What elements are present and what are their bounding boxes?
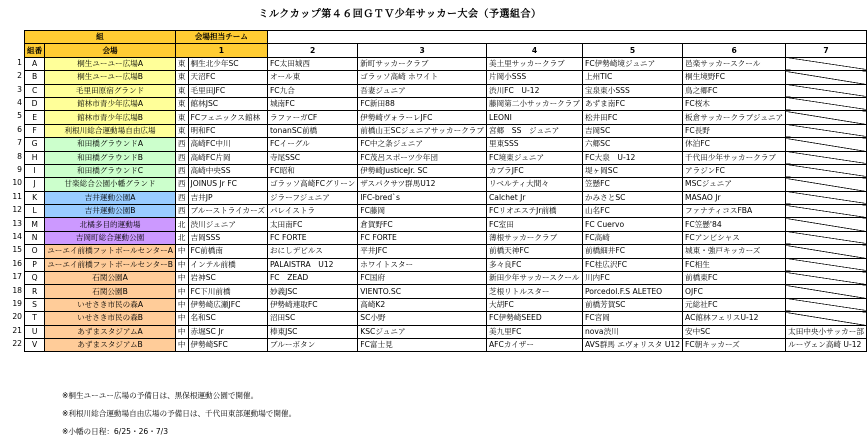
- team-cell: 伊勢崎JusticeJr. SC: [358, 164, 487, 177]
- team-cell: FC高崎: [582, 231, 682, 244]
- row-number: 2: [17, 71, 22, 81]
- row-number: 17: [12, 272, 22, 282]
- region-mark: 中: [175, 245, 188, 258]
- venue-name: ユーエイ前橋フットボールセンターB: [45, 258, 176, 271]
- table-row: [25, 191, 867, 204]
- row-number: 20: [12, 312, 22, 322]
- region-mark: 中: [175, 325, 188, 338]
- team-cell: 美土里サッカークラブ: [486, 57, 582, 70]
- host-team: 伊勢崎SFC: [188, 338, 267, 351]
- host-team: 桐生北少年SC: [188, 57, 267, 70]
- team-cell: 城南FC: [267, 97, 357, 110]
- venue-name: あずまスタジアムA: [45, 325, 176, 338]
- row-number: 14: [12, 232, 22, 241]
- venue-name: 和田橋グラウンドC: [45, 164, 176, 177]
- team-cell: MASAO Jr: [683, 191, 786, 204]
- venue-name: 館林市青少年広場A: [45, 97, 176, 110]
- venue-name: 桐生ユーユー広場A: [45, 57, 176, 70]
- table-row: [25, 298, 867, 311]
- region-mark: 中: [175, 338, 188, 351]
- host-team: 天沼FC: [188, 71, 267, 84]
- group-table: [24, 30, 867, 352]
- table-row: [25, 325, 867, 338]
- team-cell: 寺尾SSC: [267, 151, 357, 164]
- host-team: 館林JSC: [188, 97, 267, 110]
- team-cell: 伊勢崎連取FC: [267, 298, 357, 311]
- page-title: ミルクカップ第４６回ＧＴＶ少年サッカー大会（予選組合）: [258, 9, 542, 20]
- host-team: 吉井JP: [188, 191, 267, 204]
- group-id: K: [25, 191, 45, 204]
- team-cell: FC Cuervo: [582, 218, 682, 231]
- header-col-5: 5: [582, 44, 682, 57]
- host-team: 伊勢崎広瀬JFC: [188, 298, 267, 311]
- team-cell: かみさとSC: [582, 191, 682, 204]
- team-cell: FC宮岡: [582, 312, 682, 325]
- team-cell: [786, 71, 867, 84]
- team-cell: ゴラッソ高崎 ホワイト: [358, 71, 487, 84]
- table-row: [25, 97, 867, 110]
- team-cell: [786, 245, 867, 258]
- region-mark: 東: [175, 57, 188, 70]
- venue-name: 吉井運動公園A: [45, 191, 176, 204]
- team-cell: [786, 124, 867, 137]
- team-cell: 前橋細井FC: [582, 245, 682, 258]
- group-id: F: [25, 124, 45, 137]
- host-team: 岩神SC: [188, 272, 267, 285]
- table-row: [25, 245, 867, 258]
- table-row: [25, 124, 867, 137]
- team-cell: FC昭和: [267, 164, 357, 177]
- row-number: 1: [17, 57, 22, 67]
- team-cell: ルーヴェン高崎 U-12: [786, 338, 867, 351]
- team-cell: 片岡小SSS: [486, 71, 582, 84]
- team-cell: FC大泉 U-12: [582, 151, 682, 164]
- row-number: 22: [12, 339, 22, 349]
- host-team: インテル前橋: [188, 258, 267, 271]
- group-id: V: [25, 338, 45, 351]
- host-team: 高崎中央SS: [188, 164, 267, 177]
- team-cell: 川内FC: [582, 272, 682, 285]
- team-cell: 上州TIC: [582, 71, 682, 84]
- host-team: 赤堀SC Jr: [188, 325, 267, 338]
- region-mark: 東: [175, 71, 188, 84]
- header-host-team: 会場担当チーム: [175, 31, 267, 44]
- venue-name: 北橘多目的運動場: [45, 218, 176, 231]
- team-cell: 休泊FC: [683, 138, 786, 151]
- row-number: 11: [12, 191, 22, 201]
- row-number: 16: [12, 258, 22, 268]
- group-id: T: [25, 312, 45, 325]
- group-id: J: [25, 178, 45, 191]
- row-number: 13: [12, 218, 22, 228]
- team-cell: ラファーガCF: [267, 111, 357, 124]
- region-mark: 中: [175, 258, 188, 271]
- team-cell: 芝根リトルスター: [486, 285, 582, 298]
- team-cell: MSCジュニア: [683, 178, 786, 191]
- team-cell: 前橋天神FC: [486, 245, 582, 258]
- table-row: [25, 178, 867, 191]
- team-cell: 城東・強戸キッカーズ: [683, 245, 786, 258]
- team-cell: 薄根サッカークラブ: [486, 231, 582, 244]
- venue-name: 甘楽総合公園小幡グランド: [45, 178, 176, 191]
- table-row: [25, 111, 867, 124]
- venue-name: 吉岡町総合運動公園: [45, 231, 176, 244]
- row-number: 15: [12, 245, 22, 255]
- team-cell: 邑楽サッカースクール: [683, 57, 786, 70]
- host-team: 吉岡SSS: [188, 231, 267, 244]
- team-cell: 多々良FC: [486, 258, 582, 271]
- table-row: [25, 272, 867, 285]
- team-cell: カブラJFC: [486, 164, 582, 177]
- team-cell: ファナティコスFBA: [683, 205, 786, 218]
- team-cell: 新町サッカークラブ: [358, 57, 487, 70]
- team-cell: 倉賀野FC: [358, 218, 487, 231]
- team-cell: Porcedol.F.S ALETEO: [582, 285, 682, 298]
- header-col-1: 1: [175, 44, 267, 57]
- note-3: ※小幡の日程：6/25・26・7/3: [62, 427, 169, 436]
- team-cell: [786, 164, 867, 177]
- row-number: 18: [12, 285, 22, 295]
- team-cell: FCアンビシャス: [683, 231, 786, 244]
- group-id: S: [25, 298, 45, 311]
- header-group-number: 組番: [25, 44, 45, 57]
- header-col-4: 4: [486, 44, 582, 57]
- team-cell: FC新田88: [358, 97, 487, 110]
- team-cell: AFCカイザー: [486, 338, 582, 351]
- table-row: [25, 231, 867, 244]
- team-cell: [786, 138, 867, 151]
- host-team: JOINUS Jr FC: [188, 178, 267, 191]
- team-cell: 宮郷 SS ジュニア: [486, 124, 582, 137]
- team-cell: FC九合: [267, 84, 357, 97]
- host-team: 名和SC: [188, 312, 267, 325]
- team-cell: FCイーグル: [267, 138, 357, 151]
- team-cell: [786, 178, 867, 191]
- team-cell: OJFC: [683, 285, 786, 298]
- team-cell: tonanSC前橋: [267, 124, 357, 137]
- venue-name: 毛里田原宿グランド: [45, 84, 176, 97]
- team-cell: 板倉サッカークラブジュニア: [683, 111, 786, 124]
- group-id: E: [25, 111, 45, 124]
- team-cell: 笠懸FC: [582, 178, 682, 191]
- team-cell: FC伊勢崎境ジュニア: [582, 57, 682, 70]
- team-cell: 山名FC: [582, 205, 682, 218]
- team-cell: 里東SSS: [486, 138, 582, 151]
- team-cell: 新田少年サッカースクール: [486, 272, 582, 285]
- table-row: [25, 71, 867, 84]
- team-cell: KSCジュニア: [358, 325, 487, 338]
- table-row: [25, 84, 867, 97]
- region-mark: 中: [175, 298, 188, 311]
- region-mark: 西: [175, 191, 188, 204]
- venue-name: 石関公園A: [45, 272, 176, 285]
- venue-name: 石関公園B: [45, 285, 176, 298]
- venue-name: 桐生ユーユー広場B: [45, 71, 176, 84]
- team-cell: AVS群馬 エヴォリスタ U12: [582, 338, 682, 351]
- team-cell: 前橋芳賀SC: [582, 298, 682, 311]
- note-2: ※利根川総合運動場自由広場の予備日は、千代田東部運動場で開催。: [62, 409, 297, 418]
- group-id: L: [25, 205, 45, 218]
- region-mark: 東: [175, 97, 188, 110]
- team-cell: ブルーボタン: [267, 338, 357, 351]
- team-cell: VIENTO.SC: [358, 285, 487, 298]
- team-cell: FC太田城西: [267, 57, 357, 70]
- team-cell: [786, 84, 867, 97]
- table-row: [25, 285, 867, 298]
- team-cell: 元総社FC: [683, 298, 786, 311]
- group-id: U: [25, 325, 45, 338]
- team-cell: 吉岡SC: [582, 124, 682, 137]
- team-cell: おにしデビルス: [267, 245, 357, 258]
- team-cell: パレイストラ: [267, 205, 357, 218]
- team-cell: SC小野: [358, 312, 487, 325]
- team-cell: IFC-bred`s: [358, 191, 487, 204]
- team-cell: FC茂呂スポーツ少年団: [358, 151, 487, 164]
- team-cell: 桐生境野FC: [683, 71, 786, 84]
- team-cell: 安中SC: [683, 325, 786, 338]
- team-cell: FC FORTE: [267, 231, 357, 244]
- team-cell: 太田南FC: [267, 218, 357, 231]
- group-id: C: [25, 84, 45, 97]
- region-mark: 中: [175, 285, 188, 298]
- group-id: H: [25, 151, 45, 164]
- team-cell: FCリオエステJr前橋: [486, 205, 582, 218]
- team-cell: ホワイトスター: [358, 258, 487, 271]
- venue-name: いせさき市民の森B: [45, 312, 176, 325]
- team-cell: 松井田FC: [582, 111, 682, 124]
- team-cell: 平井JFC: [358, 245, 487, 258]
- team-cell: 六郷SC: [582, 138, 682, 151]
- header-venue: 会場: [45, 44, 176, 57]
- team-cell: 千代田少年サッカークラブ: [683, 151, 786, 164]
- region-mark: 中: [175, 312, 188, 325]
- group-id: P: [25, 258, 45, 271]
- team-cell: 大胡FC: [486, 298, 582, 311]
- region-mark: 東: [175, 84, 188, 97]
- team-cell: [786, 57, 867, 70]
- team-cell: [786, 205, 867, 218]
- row-number: 5: [17, 111, 22, 121]
- row-number: 12: [12, 205, 22, 215]
- team-cell: 伊勢崎ヴォラーレJFC: [358, 111, 487, 124]
- venue-name: 和田橋グラウンドA: [45, 138, 176, 151]
- region-mark: 北: [175, 231, 188, 244]
- team-cell: FC富士見: [358, 338, 487, 351]
- team-cell: [786, 191, 867, 204]
- team-cell: 妙義JSC: [267, 285, 357, 298]
- table-row: [25, 312, 867, 325]
- table-body: [25, 57, 867, 352]
- team-cell: 前橋東FC: [683, 272, 786, 285]
- host-team: 高崎FC片岡: [188, 151, 267, 164]
- team-cell: [786, 298, 867, 311]
- venue-name: 和田橋グラウンドB: [45, 151, 176, 164]
- venue-name: いせさき市民の森A: [45, 298, 176, 311]
- team-cell: 太田中央小サッカー部: [786, 325, 867, 338]
- team-cell: Calchet Jr: [486, 191, 582, 204]
- table-row: [25, 258, 867, 271]
- team-cell: 棒東JSC: [267, 325, 357, 338]
- team-cell: [786, 97, 867, 110]
- team-cell: アラジンFC: [683, 164, 786, 177]
- venue-name: 利根川総合運動場自由広場: [45, 124, 176, 137]
- region-mark: 中: [175, 272, 188, 285]
- team-cell: 堤ヶ岡SC: [582, 164, 682, 177]
- team-cell: [786, 111, 867, 124]
- team-cell: FC境東ジュニア: [486, 151, 582, 164]
- region-mark: 東: [175, 111, 188, 124]
- row-number: 19: [12, 299, 22, 308]
- row-number: 7: [17, 138, 22, 148]
- group-id: I: [25, 164, 45, 177]
- team-cell: 高崎K2: [358, 298, 487, 311]
- row-number: 3: [17, 84, 22, 94]
- group-id: Q: [25, 272, 45, 285]
- team-cell: FC藤岡: [358, 205, 487, 218]
- group-id: B: [25, 71, 45, 84]
- row-number: 6: [17, 124, 22, 134]
- table-row: [25, 218, 867, 231]
- note-1: ※桐生ユーユー広場の予備日は、黒保根運動公園で開催。: [62, 391, 259, 400]
- header-col-6: 6: [683, 44, 786, 57]
- team-cell: FC室田: [486, 218, 582, 231]
- table-row: [25, 151, 867, 164]
- team-cell: ゴラッソ高崎FCグリーン: [267, 178, 357, 191]
- team-cell: 吾妻ジュニア: [358, 84, 487, 97]
- table-row: [25, 57, 867, 70]
- notes: [62, 387, 296, 441]
- header-col-3: 3: [358, 44, 487, 57]
- host-team: FCフェニックス館林: [188, 111, 267, 124]
- team-cell: FC国府: [358, 272, 487, 285]
- venue-name: 吉井運動公園B: [45, 205, 176, 218]
- group-id: D: [25, 97, 45, 110]
- team-cell: FC笠懸'84: [683, 218, 786, 231]
- team-cell: オール東: [267, 71, 357, 84]
- header-col-2: 2: [267, 44, 357, 57]
- team-cell: 鳥之郷FC: [683, 84, 786, 97]
- table-row: [25, 338, 867, 351]
- group-id: O: [25, 245, 45, 258]
- row-number: 4: [17, 98, 22, 107]
- team-cell: 前橋山王SCジュニアサッカークラブ: [358, 124, 487, 137]
- team-cell: PALAISTRA U12: [267, 258, 357, 271]
- team-cell: FC桂広沢FC: [582, 258, 682, 271]
- host-team: 渋川ジュニア: [188, 218, 267, 231]
- host-team: FC前橋南: [188, 245, 267, 258]
- host-team: ブルーストライカーズ: [188, 205, 267, 218]
- row-number: 10: [12, 178, 22, 188]
- team-cell: LEONI: [486, 111, 582, 124]
- venue-name: 館林市青少年広場B: [45, 111, 176, 124]
- team-cell: [786, 258, 867, 271]
- team-cell: [786, 312, 867, 325]
- venue-name: ユーエイ前橋フットボールセンターA: [45, 245, 176, 258]
- team-cell: FC FORTE: [358, 231, 487, 244]
- region-mark: 西: [175, 164, 188, 177]
- header-group: 組: [25, 31, 176, 44]
- team-cell: [786, 151, 867, 164]
- team-cell: あずま南FC: [582, 97, 682, 110]
- header-col-7: 7: [786, 44, 867, 57]
- team-cell: FC伊勢崎SEED: [486, 312, 582, 325]
- host-team: 高崎FC中川: [188, 138, 267, 151]
- team-cell: [786, 285, 867, 298]
- team-cell: FC桜木: [683, 97, 786, 110]
- group-id: R: [25, 285, 45, 298]
- team-cell: 美九里FC: [486, 325, 582, 338]
- row-number: 21: [12, 325, 22, 335]
- team-cell: [786, 272, 867, 285]
- table-row: [25, 138, 867, 151]
- group-id: A: [25, 57, 45, 70]
- team-cell: ザスパクサツ群馬U12: [358, 178, 487, 191]
- region-mark: 西: [175, 178, 188, 191]
- host-team: 明和FC: [188, 124, 267, 137]
- region-mark: 西: [175, 205, 188, 218]
- team-cell: 沼田SC: [267, 312, 357, 325]
- team-cell: リベルティ大間々: [486, 178, 582, 191]
- group-id: G: [25, 138, 45, 151]
- team-cell: FC中之条ジュニア: [358, 138, 487, 151]
- group-id: N: [25, 231, 45, 244]
- region-mark: 東: [175, 124, 188, 137]
- team-cell: FC ZEAD: [267, 272, 357, 285]
- region-mark: 西: [175, 151, 188, 164]
- group-id: M: [25, 218, 45, 231]
- region-mark: 北: [175, 218, 188, 231]
- team-cell: 渋川FC U-12: [486, 84, 582, 97]
- team-cell: [786, 218, 867, 231]
- team-cell: FC相生: [683, 258, 786, 271]
- host-team: FC下川前橋: [188, 285, 267, 298]
- team-cell: 藤岡第二小サッカークラブ: [486, 97, 582, 110]
- host-team: 毛里田JFC: [188, 84, 267, 97]
- venue-name: あずまスタジアムB: [45, 338, 176, 351]
- row-number: 9: [17, 165, 22, 174]
- team-cell: AC館林フェリスU-12: [683, 312, 786, 325]
- team-cell: FC朝キッカーズ: [683, 338, 786, 351]
- region-mark: 西: [175, 138, 188, 151]
- row-number: 8: [17, 151, 22, 161]
- table-row: [25, 164, 867, 177]
- team-cell: nova渋川: [582, 325, 682, 338]
- team-cell: 宝泉東小SSS: [582, 84, 682, 97]
- table-row: [25, 205, 867, 218]
- team-cell: ジラーフジュニア: [267, 191, 357, 204]
- team-cell: [786, 231, 867, 244]
- team-cell: FC長野: [683, 124, 786, 137]
